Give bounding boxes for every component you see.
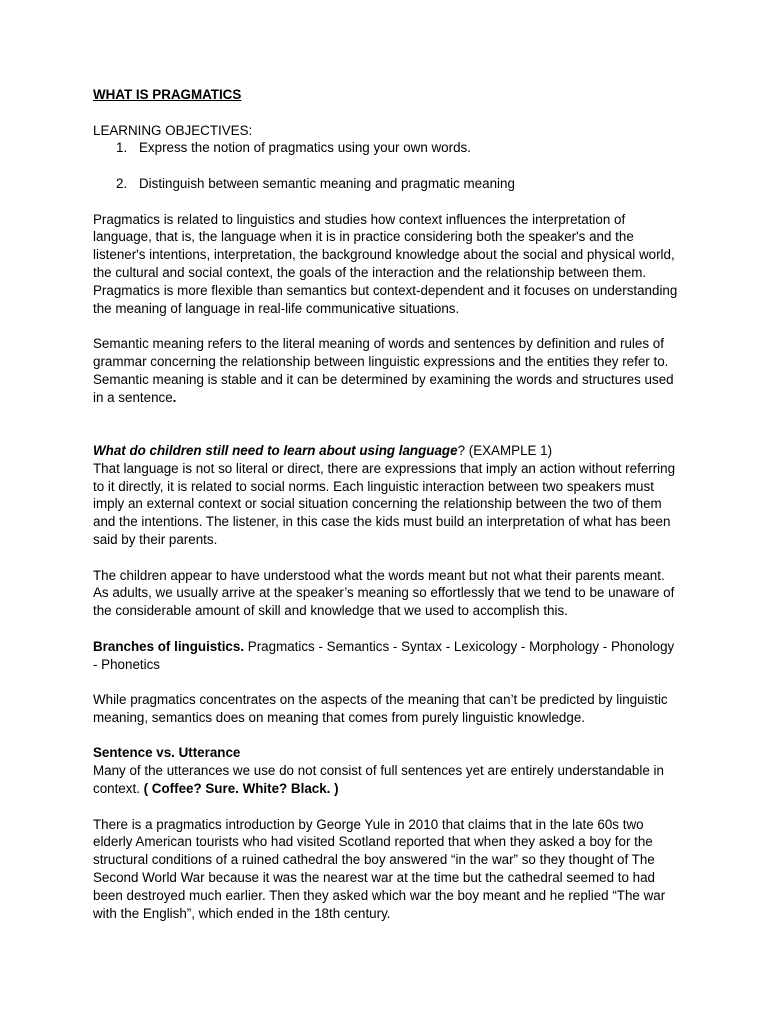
objectives-list (93, 139, 681, 192)
objective-text: Distinguish between semantic meaning and pragmatic meaning (139, 175, 515, 191)
example-question-line (93, 442, 681, 460)
document-page (93, 86, 681, 922)
pragmatics-intro-paragraph: Pragmatics is related to linguistics and studies how context influences the interpretation of language, that is, the language when it is in practice considering both the speaker's and the listener's intentions, interpretation, the background knowledge about the social and physical world, the cultural and social context, the goals of the interaction and the relationship between them. Pragmatics is more flexible than semantics but context-dependent and it focuses on understanding the meaning of language in real-life communicative situations. (93, 211, 678, 316)
objectives-heading: LEARNING OBJECTIVES: (93, 122, 253, 138)
semantic-meaning-text: Semantic meaning refers to the literal meaning of words and sentences by definition and rules of grammar concerning the relationship between linguistic expressions and the entities they refer to. Semantic meaning is stable and it can be determined by examining the words and structures used in a sentence (93, 336, 674, 405)
spacer (93, 157, 681, 175)
utterance-example: ( Coffee? Sure. White? Black. ) (143, 781, 339, 797)
sentence-utterance-heading: Sentence vs. Utterance (93, 745, 241, 761)
objective-number: 1. (116, 140, 128, 156)
spacer (93, 317, 681, 335)
utterance-text: Many of the utterances we use do not consist of full sentences yet are entirely understandable in context. (93, 763, 664, 797)
spacer (93, 727, 681, 745)
children-understood-paragraph: The children appear to have understood what the words meant but not what their parents meant. As adults, we usually arrive at the speaker’s meaning so effortlessly that we tend to be unaware of the considerable amount of skill and knowledge that we used to accomplish this. (93, 567, 675, 619)
objective-number: 2. (116, 175, 128, 191)
objective-item (93, 139, 681, 157)
branches-paragraph (93, 638, 681, 674)
branches-list: Pragmatics - Semantics - Syntax - Lexicology - Morphology - Phonology - Phonetics (93, 638, 675, 672)
semantic-meaning-paragraph (93, 335, 681, 406)
spacer (93, 549, 681, 567)
document-title: WHAT IS PRAGMATICS (93, 87, 242, 102)
example-answer-paragraph: That language is not so literal or direct, there are expressions that imply an action without referring to it directly, it is related to social norms. Each linguistic interaction between two speakers must imply an external context or social situation concerning the relationship between the two of them and the intentions. The listener, in this case the kids must build an interpretation of what has been said by their parents. (93, 460, 676, 547)
spacer (93, 798, 681, 816)
pragmatics-vs-semantics-paragraph: While pragmatics concentrates on the aspects of the meaning that can’t be predicted by linguistic meaning, semantics does on meaning that comes from purely linguistic knowledge. (93, 692, 668, 725)
objective-text: Express the notion of pragmatics using your own words. (139, 140, 471, 156)
spacer (93, 193, 681, 211)
branches-label: Branches of linguistics. (93, 638, 245, 654)
spacer (93, 406, 681, 442)
spacer (93, 620, 681, 638)
utterance-paragraph (93, 762, 681, 798)
yule-story-paragraph: There is a pragmatics introduction by George Yule in 2010 that claims that in the late 60s two elderly American tourists who had visited Scotland reported that when they asked a boy for the structural conditions of a ruined cathedral the boy answered “in the war” so they thought of The Second World War because it was the nearest war at the time but the cathedral seemed to had been destroyed much earlier. Then they asked which war the boy meant and he replied “The war with the English”, which ended in the 18th century. (93, 816, 666, 921)
objective-item (93, 175, 681, 193)
semantic-meaning-period: . (172, 389, 177, 405)
spacer (93, 104, 681, 122)
example-question: What do children still need to learn about using language (93, 442, 458, 458)
spacer (93, 673, 681, 691)
example-tag: ? (EXAMPLE 1) (457, 442, 553, 458)
